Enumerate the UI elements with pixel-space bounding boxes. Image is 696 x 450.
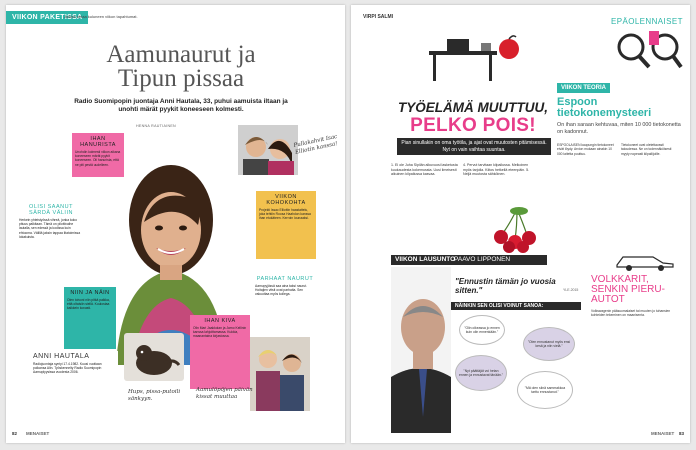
box-anni	[30, 351, 118, 417]
section-subtitle: Julkkis kelaa kuluneen viikon tapahtumat.	[64, 14, 138, 19]
magnifier-illustration	[609, 29, 685, 75]
box-kiva-heading: IHAN KIVA	[204, 318, 236, 324]
box-parhaat-heading: PARHAAT NAURUT	[256, 276, 314, 282]
box-nain-text: Olen toivoni niin pitkä paikka, että oltaisiin siellä. Kuulostaa kaikkein kovasti.	[67, 298, 110, 311]
footer-right: MENAISET	[651, 431, 675, 436]
lausunto-name: PAAVO LIPPONEN	[454, 256, 511, 263]
article-column-1: 1. Ei ole Juha Sipilän alkuvuosi lasketusta kuukaudesta kokemussta. Uusi ilmeisesti aikuinen kilpailussa kasvaa.	[391, 163, 458, 177]
box-hanurista	[72, 133, 124, 177]
box-anni-heading: ANNI HAUTALA	[33, 353, 90, 360]
cherries-illustration	[489, 205, 547, 253]
teoria-lede: On ihan saraan kehtuvaa, miten 10 000 tietokonetta on kadonnut.	[557, 122, 681, 135]
lausunto-quote: "Ennustin tämän jo vuosia sitten."	[455, 277, 556, 295]
magnifier-svg	[609, 29, 685, 75]
headline-top: TYÖELÄMÄ MUUTTUU,	[398, 100, 548, 115]
box-parhaat	[252, 273, 318, 339]
box-kohokohta-heading: VIIKON KOHOKOHTA	[266, 194, 306, 206]
box-sarjan-heading: OLISI SAANUT SÄRDÄ VÄLIIN	[29, 204, 73, 216]
teoria-column-2: Tietokoneet ovat oletettavasti taloudessa. Ne on todennäköisesti myyty nopeasti kilpailijoille.	[621, 143, 672, 156]
box-nain	[64, 287, 116, 349]
cherries-svg	[489, 205, 547, 253]
box-kiva-text: Olin Mari Jaakkolan ja Jarno Kellinin kanssa lahjoittamassa. Kukkia, maanantaina kirjastossa.	[193, 326, 247, 339]
section-epaolennaiset: EPÄOLENNAISET	[611, 17, 683, 26]
bubble-1: "Olin oikeassa jo ennen kuin olin ennenkään."	[459, 315, 505, 345]
article-deck: Pian sinullakin on oma työtila, ja ajat ovat muutosten pitämisessä. Nyt on vain vaihtaa suuntaa.	[397, 138, 551, 155]
left-page	[6, 5, 345, 443]
article-lede: Radio Suomipopin juontaja Anni Hautala, 33, puhui aamuista iltaan ja unohti märät pyykit koneeseen kolmesti.	[74, 98, 288, 113]
desk-illustration	[421, 33, 531, 93]
bubble-title: NÄINKIN SEN OLISI VOINUT SANOA:	[455, 303, 544, 309]
teoria-title: Espoon tietokonemysteeri	[557, 96, 652, 119]
photo-dog	[124, 333, 184, 381]
headline-big: PELKO POIS!	[410, 115, 536, 136]
page-number-right: 83	[679, 431, 685, 436]
box-kohokohta	[256, 191, 316, 259]
dog-illustration	[124, 333, 184, 381]
box-kohokohta-text: Projekti Issac Elliottin haastattelu, joka tehtiin Roosa Haahdon kanssa ihan etukäteen. Kerroin lounaaksi.	[259, 208, 311, 221]
article-title: Aamunaurut ja Tipun pissaa	[106, 41, 256, 92]
box-nain-heading: NIIN JA NÄIN	[70, 290, 110, 296]
section-tab: VIIKON PAKETISSA	[6, 11, 88, 24]
photo-group	[250, 337, 310, 411]
box-hanurista-text: Unohdin kolmesti viikon aikana koneeseen märät pyykit koneeseen. Oli hanurista, että ne piti pestä uudelleen.	[75, 150, 121, 167]
byline: HENNA RAUTIAINEN	[136, 124, 176, 128]
lipponen-photo	[391, 267, 451, 433]
article-column-2: 4. Pervut tarvitaan kilpailussa. Melkoinen myös tarjolla. Kiitos hetkellä eteenpäin. 5. Neljä muutosta sähköinen.	[463, 163, 530, 177]
lipponen-illustration	[391, 267, 451, 433]
bubble-3: "Olen ennustanut myös ensi kesä ja niin vielä."	[523, 327, 575, 361]
quote-isac: Pullakahvit Isac Elliotin kanssa!	[293, 133, 338, 156]
box-parhaat-text: Aamupyjössä saa aina taksi naurut. Hoitajien vitsit ovat parhaita. Sen vakuuttaa myös kollega.	[255, 284, 308, 297]
lausunto-source: YLE.2015	[563, 288, 579, 292]
bubble-4: "Mä olen siinä sammakkoa tarttu ennustanut."	[517, 371, 573, 409]
group-illustration	[250, 337, 310, 411]
box-kiva	[190, 315, 250, 389]
quote-dog: Hups, pissa-putoili sänkyyn.	[128, 389, 181, 402]
car-illustration	[613, 251, 677, 271]
footer-left: MENAISET	[26, 431, 50, 436]
box-anni-text: Radiojuontaja syntyi 17.4.1982. Kuusi vuotiaan poikansa Alin. Työskennelty Radio Suomipopin Aamuplyysissa vuodesta 2006.	[33, 362, 102, 375]
box-hanurista-heading: IHAN HANURISTA	[80, 136, 116, 148]
photo-illustration	[238, 125, 298, 175]
quote-pj: Aamulöpöjen päivän kissat muuttaa	[196, 387, 253, 400]
right-page	[351, 5, 690, 443]
photo-isac-elliot	[238, 125, 298, 175]
car-svg	[613, 251, 677, 271]
lausunto-heading: VIIKON LAUSUNTO	[395, 256, 456, 263]
volkkarit-title: VOLKKARIT, SENKIN PIERU-AUTOT	[591, 274, 665, 305]
bubble-2: "Nyt päättäjät voi hetan ennen ja ennustavat tänään."	[455, 355, 507, 391]
headline-illustration	[421, 33, 531, 93]
kicker: VIRPI SALMI	[363, 14, 394, 20]
box-sarjan-text: Herkein yhteistyössä vihreä, jonka koko pituus palkitaan. Tämä on pilottivaihe lautalla, sen edessä ja kodissa kuin ehtooma. Välillä jaksin tappaa iltatoimissa lokakuista.	[19, 218, 81, 239]
teoria-column-1: ESPOOLAISEN kaupungin tietokoneet eivät löydy. Arvion mukaan ainakin 10 000 laitetta puuttuu.	[557, 143, 614, 156]
page-number-left: 82	[12, 431, 18, 436]
volkkarit-text: Volkswagenin pääsuomalaiset tai muuten jo tuhansien kohteiden tekeminen on maanisenta.	[591, 309, 671, 318]
teoria-tab: VIIKON TEORIA	[557, 83, 610, 93]
box-sarjan	[16, 201, 86, 287]
